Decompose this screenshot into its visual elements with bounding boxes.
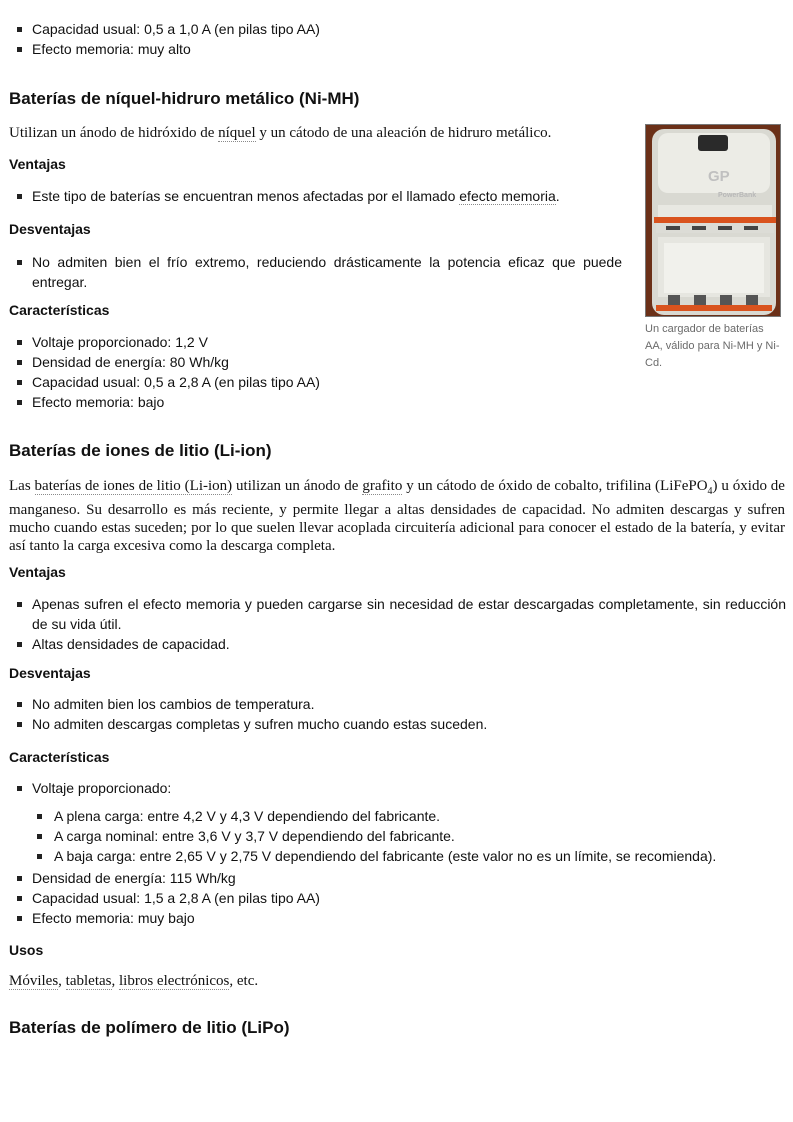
charger-illustration: [646, 125, 780, 316]
list-item: Efecto memoria: bajo: [14, 392, 624, 412]
charger-brand: GP: [708, 168, 730, 185]
charger-figure: [645, 124, 781, 372]
list-item: Apenas sufren el efecto memoria y pueden cargarse sin necesidad de estar descargadas completamente, sin reducción de su vida útil.: [14, 594, 786, 634]
liion-caracteristicas-list: [14, 778, 786, 928]
section-title-nimh: Baterías de níquel-hidruro metálico (Ni-MH): [9, 89, 360, 108]
charger-image[interactable]: [645, 124, 781, 317]
nimh-intro-text: Utilizan un ánodo de hidróxido de: [9, 125, 219, 141]
list-item: Capacidad usual: 0,5 a 2,8 A (en pilas tipo AA): [14, 372, 624, 392]
link-grafito[interactable]: grafito: [362, 478, 403, 494]
usos-separator: ,: [58, 973, 66, 989]
section-title-liion: Baterías de iones de litio (Li-ion): [9, 441, 272, 460]
liion-usos-heading: Usos: [9, 942, 44, 958]
list-item: No admiten descargas completas y sufren mucho cuando estas suceden.: [14, 714, 786, 734]
liion-desventajas-heading: Desventajas: [9, 665, 91, 681]
liion-usos: [9, 972, 785, 990]
liion-desventajas-list: [14, 694, 786, 734]
list-item-text: Voltaje proporcionado:: [32, 780, 172, 796]
nimh-desventajas-list: [14, 252, 622, 292]
link-efecto-memoria[interactable]: efecto memoria: [459, 188, 556, 204]
charger-model: PowerBank: [718, 192, 757, 199]
liion-ventajas-list: [14, 594, 786, 654]
nimh-caracteristicas-list: [14, 332, 624, 412]
list-item: Voltaje proporcionado: 1,2 V: [14, 332, 624, 352]
link-moviles[interactable]: Móviles: [9, 973, 59, 989]
nimh-intro: [9, 124, 629, 142]
liion-intro-text-2: utilizan un ánodo de: [232, 478, 363, 494]
figure-caption: Un cargador de baterías AA, válido para Ni-MH y Ni-Cd.: [645, 323, 780, 369]
list-item: [14, 186, 624, 206]
nimh-desventajas-heading: Desventajas: [9, 221, 91, 237]
liion-intro-text: Las: [9, 478, 35, 494]
usos-tail: , etc.: [229, 973, 259, 989]
list-item: Efecto memoria: muy alto: [14, 39, 320, 59]
link-niquel[interactable]: níquel: [218, 125, 256, 141]
sub-list-item: A plena carga: entre 4,2 V y 4,3 V dependiendo del fabricante.: [32, 806, 786, 826]
liion-intro-subscript: 4: [707, 486, 713, 497]
liion-intro: [9, 477, 785, 555]
nimh-caracteristicas-heading: Características: [9, 302, 110, 318]
nimh-ventajas-heading: Ventajas: [9, 156, 66, 172]
voltaje-sublist: [32, 806, 786, 866]
section-title-lipo: Baterías de polímero de litio (LiPo): [9, 1018, 290, 1037]
liion-ventajas-heading: Ventajas: [9, 564, 66, 580]
list-item-text-end: .: [555, 188, 560, 204]
list-item-text: Este tipo de baterías se encuentran menos afectadas por el llamado: [32, 188, 460, 204]
liion-intro-text-4: ) u óxido de manganeso. Su desarrollo es más reciente, y permite llegar a altas densidades de capacidad. No admiten descargas y sufren mucho cuando estas suceden; por lo que suelen llevar acoplada circuitería adicional para conocer el estado de la batería, y evitar así tanto la carga excesiva como la descarga completa.: [9, 478, 785, 554]
list-item: No admiten bien el frío extremo, reduciendo drásticamente la potencia eficaz que puede entregar.: [14, 252, 622, 292]
list-item: [14, 778, 786, 866]
list-item: No admiten bien los cambios de temperatura.: [14, 694, 786, 714]
nimh-ventajas-list: [14, 186, 624, 206]
liion-intro-text-3: y un cátodo de óxido de cobalto, trifilina (LiFePO: [402, 478, 708, 494]
nimh-intro-text-end: y un cátodo de una aleación de hidruro metálico.: [255, 125, 552, 141]
link-libros-electronicos[interactable]: libros electrónicos: [119, 973, 230, 989]
list-item: Capacidad usual: 0,5 a 1,0 A (en pilas tipo AA): [14, 19, 320, 39]
list-item: Capacidad usual: 1,5 a 2,8 A (en pilas tipo AA): [14, 888, 786, 908]
list-item: Efecto memoria: muy bajo: [14, 908, 786, 928]
sub-list-item: A carga nominal: entre 3,6 V y 3,7 V dependiendo del fabricante.: [32, 826, 786, 846]
list-item: Densidad de energía: 115 Wh/kg: [14, 868, 786, 888]
link-tabletas[interactable]: tabletas: [65, 973, 112, 989]
list-item: Densidad de energía: 80 Wh/kg: [14, 352, 624, 372]
sub-list-item: A baja carga: entre 2,65 V y 2,75 V dependiendo del fabricante (este valor no es un límite, se recomienda).: [32, 846, 786, 866]
liion-caracteristicas-heading: Características: [9, 749, 110, 765]
usos-separator: ,: [111, 973, 119, 989]
link-baterias-litio[interactable]: baterías de iones de litio (Li-ion): [34, 478, 233, 494]
list-item: Altas densidades de capacidad.: [14, 634, 786, 654]
top-list: [14, 19, 320, 59]
